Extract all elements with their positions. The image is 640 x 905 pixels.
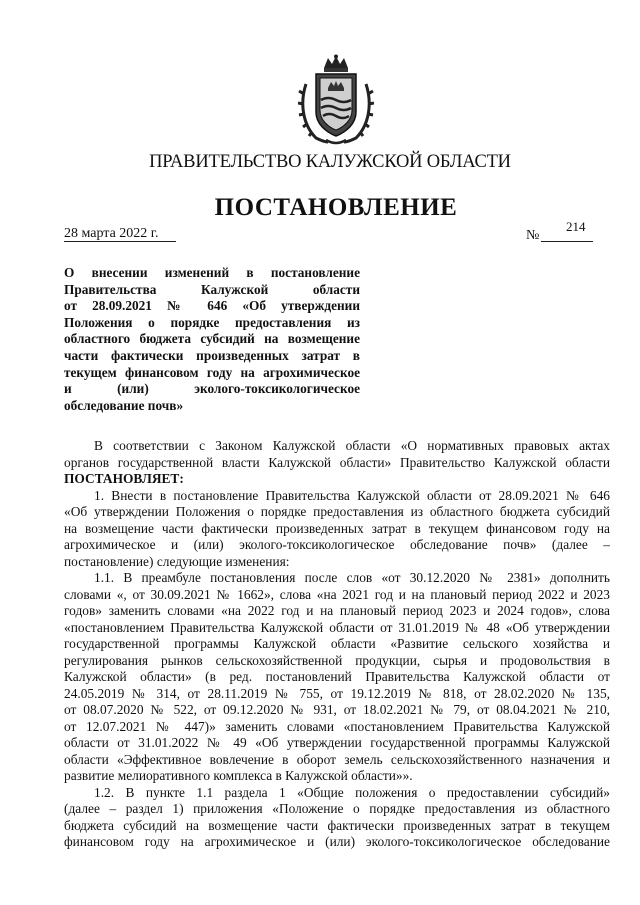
body-line: на возмещение части фактически произведенных затрат в текущем финансовом году на	[64, 520, 610, 536]
body-line: органов государственной власти Калужской области» Правительство Калужской области	[64, 454, 610, 470]
body-line: финансовом году на агрохимическое и (или) эколого-токсикологическое обследование	[64, 834, 610, 849]
body-line: от 08.07.2020 № 522, от 09.12.2020 № 931, от 18.02.2021 № 79, от 08.04.2021 № 210,	[64, 702, 610, 717]
body-line: годов» заменить словами «на 2022 год и на плановый период 2023 и 2024 годов», слова	[64, 603, 610, 618]
government-title: ПРАВИТЕЛЬСТВО КАЛУЖСКОЙ ОБЛАСТИ	[149, 152, 511, 172]
body-line: В соответствии с Законом Калужской области «О нормативных правовых актах	[94, 438, 610, 453]
body-line: развитие мелиоративного комплекса в Калужской области»».	[64, 768, 413, 783]
body-line: словами «, от 30.09.2021 № 1662», слова «на 2021 год и на плановый период 2022 и 2023	[64, 586, 610, 602]
body-line: постановление) следующие изменения:	[64, 553, 290, 569]
body-line: бюджета субсидий на возмещение части фактически произведенных затрат в текущем	[64, 817, 610, 833]
subject-line: от 28.09.2021 № 646 «Об утверждении	[64, 298, 360, 314]
body-line: 1.1. В преамбуле постановления после слов «от 30.12.2020 № 2381» дополнить	[94, 570, 610, 585]
subject-line: и (или) эколого-токсикологическое	[64, 381, 360, 397]
coat-of-arms-icon	[298, 54, 374, 146]
subject-line: Правительства Калужской области	[64, 281, 360, 297]
document-type-title: ПОСТАНОВЛЕНИЕ	[214, 194, 458, 221]
body-line: области «Эффективное вовлечение в оборот земель сельскохозяйственного назначения и	[64, 751, 610, 767]
resolves-heading: ПОСТАНОВЛЯЕТ:	[64, 471, 184, 486]
document-number: 214	[566, 219, 586, 234]
body-line: 1.2. В пункте 1.1 раздела 1 «Общие положения о предоставлении субсидий»	[94, 784, 610, 800]
subject-line: текущем финансовом году на агрохимическое	[64, 364, 360, 380]
body-line: от 12.07.2021 № 447)» заменить словами «постановлением Правительства Калужской	[64, 718, 610, 734]
body-line: области от 31.01.2022 № 49 «Об утверждении государственной программы Калужской	[64, 735, 610, 750]
subject-line: областного бюджета субсидий на возмещение	[64, 331, 360, 347]
date-underline	[64, 241, 176, 242]
body-line: регулирования рынков сельскохозяйственной продукции, сырья и продовольствия в	[64, 652, 610, 668]
subject-line: Положения о порядке предоставления из	[64, 314, 360, 330]
subject-line: О внесении изменений в постановление	[64, 265, 360, 280]
body-line: государственной программы Калужской области «Развитие сельского хозяйства и	[64, 636, 610, 651]
subject-line: части фактически произведенных затрат в	[64, 347, 360, 363]
body-line: 1. Внести в постановление Правительства Калужской области от 28.09.2021 № 646	[94, 487, 610, 503]
number-sign: №	[526, 228, 540, 243]
body-line: «постановлением Правительства Калужской области от 31.01.2019 № 48 «Об утверждении	[64, 619, 610, 635]
body-line: (далее – раздел 1) приложения «Положение о порядке предоставления из областного	[64, 801, 610, 816]
body-line: агрохимическое и (или) эколого-токсикологическое обследование почв» (далее –	[64, 537, 610, 552]
body-line: «Об утверждении Положения о порядке предоставления из областного бюджета субсидий	[64, 504, 610, 519]
body-line: Калужской области» (в ред. постановлений Правительства Калужской области от	[64, 669, 610, 684]
subject-line: обследование почв»	[64, 397, 184, 413]
document-date: 28 марта 2022 г.	[64, 226, 159, 241]
document-subject	[64, 265, 360, 414]
number-underline	[541, 241, 593, 242]
document-body	[64, 438, 610, 851]
body-line: 24.05.2019 № 314, от 28.11.2019 № 755, от 19.12.2019 № 818, от 28.02.2020 № 135,	[64, 685, 610, 701]
